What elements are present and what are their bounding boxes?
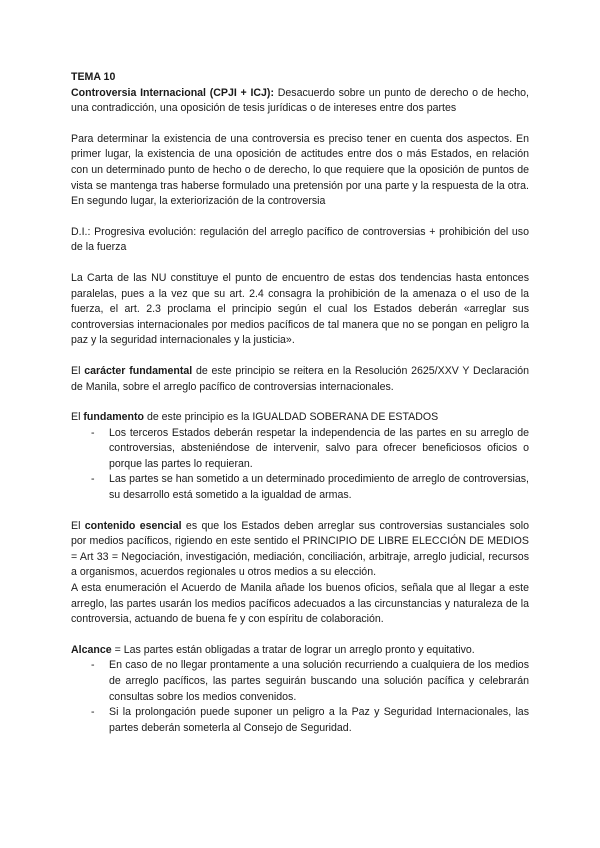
- list-item: [71, 658, 529, 705]
- alcance-post: = Las partes están obligadas a tratar de lograr un arreglo pronto y equitativo.: [111, 643, 475, 656]
- caracter-paragraph: [71, 364, 529, 395]
- fundamento-pre: El: [71, 411, 84, 424]
- list-item-text: Las partes se han sometido a un determinado procedimiento de arreglo de controversias, su desarrollo está sometido a la igualdad de armas.: [109, 473, 529, 502]
- dash-bullet: -: [91, 659, 95, 672]
- list-item: [71, 426, 529, 473]
- definition-paragraph: [71, 86, 529, 117]
- caracter-bold: carácter fundamental: [84, 364, 193, 377]
- contenido-pre: El: [71, 519, 85, 532]
- fundamento-bold: fundamento: [83, 411, 144, 424]
- caracter-post: de este principio se reitera en la Resolución 2625/XXV Y Declaración de Manila, sobre el arreglo pacífico de controversias internacionales.: [71, 364, 529, 393]
- document-page: [71, 70, 529, 736]
- contenido-paragraph: [71, 519, 529, 581]
- definition-term: Controversia Internacional (CPJI + ICJ):: [71, 86, 274, 99]
- list-item: [71, 705, 529, 736]
- manila-paragraph: A esta enumeración el Acuerdo de Manila añade los buenos oficios, señala que al llegar a este arreglo, las partes usarán los medios pacíficos adecuados a las circunstancias y naturaleza de la controversia, actuando de buena fe y con espíritu de colaboración.: [71, 582, 529, 626]
- definition-text: Desacuerdo sobre un punto de derecho o de hecho, una contradicción, una oposición de tesis jurídicas o de intereses entre dos partes: [71, 86, 529, 115]
- dash-bullet: -: [91, 706, 95, 719]
- contenido-bold: contenido esencial: [84, 519, 182, 532]
- list-item: [71, 472, 529, 503]
- contenido-post: es que los Estados deben arreglar sus controversias sustanciales solo por medios pacíficos, rigiendo en este sentido el PRINCIPIO DE LIBRE ELECCIÓN DE MEDIOS = Art 33 = Negociación, investigación, mediación, conciliación, arbitraje, arreglo judicial, recursos a organismos, acuerdos regionales u otros medios a su elección.: [71, 519, 530, 579]
- alcance-list: [71, 658, 529, 736]
- caracter-pre: El: [71, 364, 85, 377]
- determination-paragraph: Para determinar la existencia de una controversia es preciso tener en cuenta dos aspectos. En primer lugar, la existencia de una oposición de actitudes entre dos o más Estados, en relación con un determinado punto de hecho o de derecho, lo que requiere que la oposición de puntos de vista se mantenga tras haberse formulado una pretensión por una parte y la respuesta de la otra. En segundo lugar, la exteriorización de la controversia: [71, 132, 529, 208]
- alcance-bold: Alcance: [71, 643, 112, 656]
- fundamento-list: [71, 426, 529, 504]
- dash-bullet: -: [91, 473, 95, 486]
- list-item-text: En caso de no llegar prontamente a una solución recurriendo a cualquiera de los medios de arreglo pacíficos, las partes seguirán buscando una solución pacífica y celebrarán consultas sobre los medios convenidos.: [109, 659, 529, 703]
- dash-bullet: -: [91, 426, 95, 439]
- list-item-text: Si la prolongación puede suponer un peligro a la Paz y Seguridad Internacionales, las partes deberán someterla al Consejo de Seguridad.: [109, 706, 529, 734]
- carta-paragraph: La Carta de las NU constituye el punto de encuentro de estas dos tendencias hasta entonces paralelas, pues a la vez que su art. 2.4 consagra la prohibición de la amenaza o el uso de la fuerza, el art. 2.3 proclama el principio según el cual los Estados deberán «arreglar sus controversias internacionales por medios pacíficos de tal manera que no se pongan en peligro la paz y la seguridad internacionales y la justicia».: [71, 271, 529, 347]
- list-item-text: Los terceros Estados deberán respetar la independencia de las partes en su arreglo de controversias, absteniéndose de intervenir, salvo para ofrecer beneficiosos oficios o porque las partes lo requieran.: [109, 426, 529, 470]
- di-paragraph: D.I.: Progresiva evolución: regulación del arreglo pacífico de controversias + prohibición del uso de la fuerza: [71, 225, 529, 254]
- fundamento-paragraph: [71, 410, 529, 426]
- page-title: TEMA 10: [71, 71, 116, 83]
- alcance-paragraph: [71, 643, 529, 659]
- fundamento-post: de este principio es la IGUALDAD SOBERANA DE ESTADOS: [144, 411, 439, 424]
